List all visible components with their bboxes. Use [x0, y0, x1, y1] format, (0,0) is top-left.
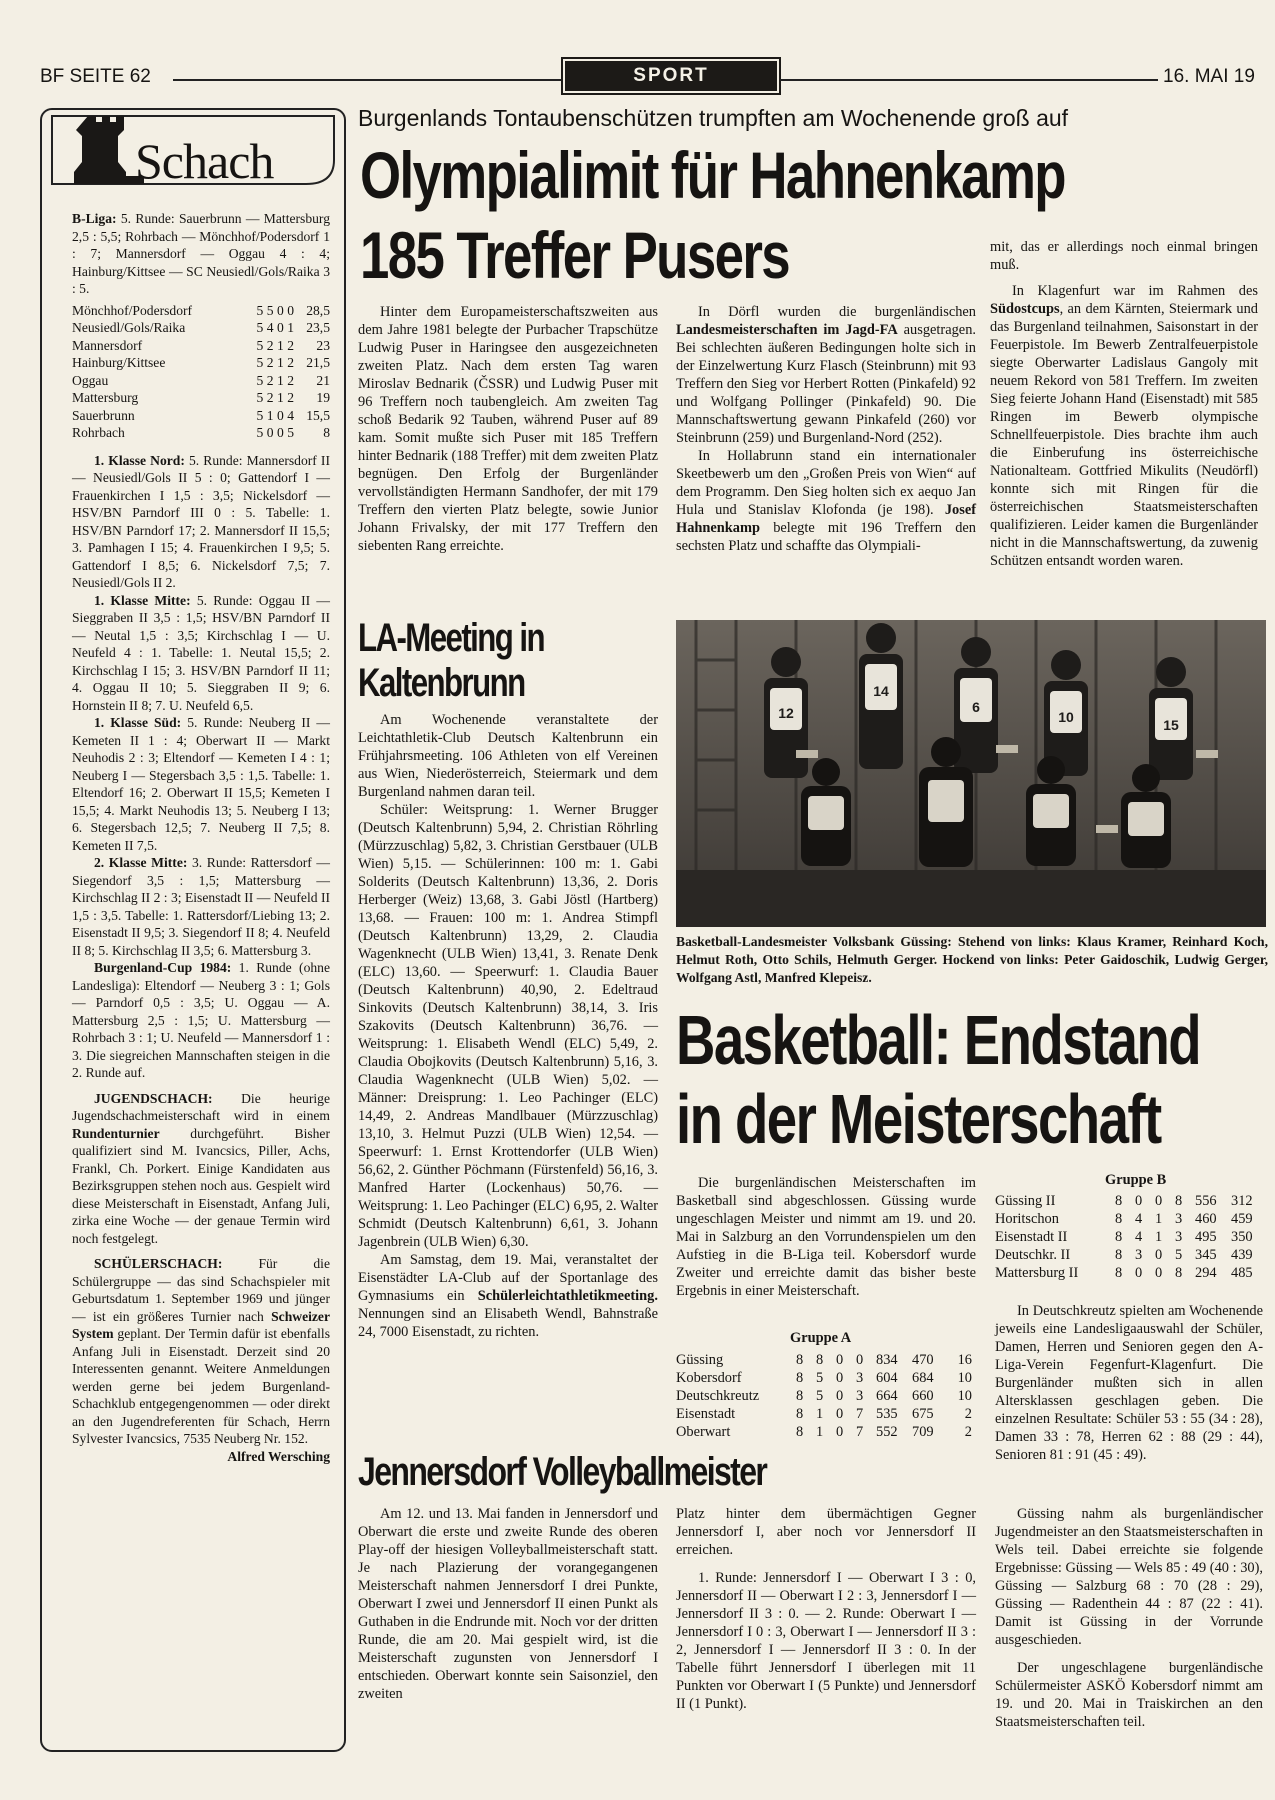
- shooting-bold: Landesmeisterschaften im Jagd-FA: [676, 322, 898, 338]
- la-outro-2: Nennungen sind an Elisabeth Wendl, Bahnstraße 24, 7000 Eisenstadt, zu richten.: [358, 1306, 658, 1340]
- jugend-text-2: durchgeführt. Bisher qualifiziert sind M. Ivancsics, Piller, Achs, Frankl, Ch. Porkert. Einige Kandidaten aus Bezirksgruppen stehen noch aus. Gespielt wird diese Meisterschaft in Eisenstadt, Anfang Juli, zirka eine Woche — der genaue Termin wird noch festgelegt.: [72, 1125, 330, 1246]
- b-liga-label: B-Liga:: [72, 211, 117, 226]
- shooting-paragraph: Hinter dem Europameisterschaftszweiten aus dem Jahre 1981 belegte der Purbacher Trapschütze Ludwig Puser in Haringsee den ausgezeichneten zweiten Platz. Nach dem ersten Tag waren Miroslav Bednarik (ČSSR) und Ludwig Puser mit 96 Treffern noch taubengleich. Am zweiten Tag schoß Bedarik 92 Tauben, während Puser auf 89 kam. Somit mußte sich Puser mit 185 Treffern hinter Bednarik (188 Treffer) mit dem zweiten Platz begnügen. Den Erfolg der Burgenländer vervollständigten Hermann Sandhofer, der mit 179 Treffern den vierten Platz belegte, sowie Junior Johann Frivalsky, der mit 177 Treffern den siebenten Rang erreichte.: [358, 304, 658, 554]
- chess-author: Alfred Wersching: [227, 1448, 330, 1464]
- photo-caption: Basketball-Landesmeister Volksbank Güssing: Stehend von links: Klaus Kramer, Reinhard Koch, Helmut Roth, Otto Schils, Helmuth Gerger. Hockend von links: Peter Gaidoschik, Ludwig Gerger, Wolfgang Astl, Manfred Klepeisz.: [676, 934, 1268, 985]
- basketball-headline-line-2: in der Meisterschaft: [676, 1080, 1161, 1158]
- shooting-column-1: [358, 303, 658, 555]
- shooting-text: In Dörfl wurden die burgenländischen: [698, 304, 976, 320]
- table-row: Deutschkreutz 8 5 0 3 664 660 10: [676, 1388, 972, 1404]
- chess-rook-icon: [74, 116, 144, 184]
- volleyball-headline: Jennersdorf Volleyballmeister: [358, 1450, 767, 1494]
- k2mitte-label: 2. Klasse Mitte:: [94, 855, 188, 870]
- k1sued-text: 5. Runde: Neuberg II — Kemeten II 1 : 4; Oberwart II — Markt Neuhodis 2 : 3; Eltendorf — Kemeten I 4 : 1; Neuberg I — Stegersbach 3,5 : 1,5. Tabelle: 1. Eltendorf 16; 2. Oberwart II 15,5; Kemeten I 15,5; 4. Markt Neuhodis 13; 5. Neuberg I 13; 6. Stegersbach 12,5; 7. Neuberg II 7,5; 8. Kemeten II 7,5.: [72, 715, 331, 853]
- shooting-column-3: [990, 238, 1258, 570]
- jugend-label: JUGENDSCHACH:: [94, 1090, 213, 1106]
- volleyball-column-1: [358, 1505, 658, 1703]
- la-column: [358, 711, 658, 1341]
- shooting-bold-3: Südostcups: [990, 301, 1060, 317]
- la-headline-line-2: Kaltenbrunn: [358, 661, 525, 705]
- la-outro-bold: Schülerleichtathletikmeeting.: [477, 1288, 658, 1304]
- table-row: Mattersburg II 8 0 0 8 294 485: [995, 1265, 1253, 1281]
- table-row: Güssing 8 8 0 0 834 470 16: [676, 1352, 972, 1368]
- k1nord-text: 5. Runde: Mannersdorf II — Neusiedl/Gols II 5 : 0; Gattendorf I — Frauenkirchen I 1,5 : 3,5; Nickelsdorf — HSV/BN Parndorf III 0 : 5. Tabelle: 1. HSV/BN Parndorf 17; 2. Mannersdorf II 15,5; 3. Pamhagen I 15; 4. Frauenkirchen I 9,5; 5. Gattendorf I 8,5; 6. Nickelsdorf 7,5; 7. Neusiedl/Gols II 2.: [72, 452, 330, 590]
- gruppe-a-table: [676, 1351, 972, 1441]
- volleyball-column-2: [676, 1505, 976, 1713]
- basketball-right-column: [995, 1302, 1263, 1464]
- jersey-number: 10: [1058, 709, 1074, 725]
- la-intro: Am Wochenende veranstaltete der Leichtathletik-Club Deutsch Kaltenbrunn ein Frühjahrsmeeting. 106 Athleten von elf Vereinen aus Wien, Niederösterreich, Steiermark und dem Burgenland nahmen daran teil.: [358, 712, 658, 800]
- b-liga-standings: [72, 302, 330, 442]
- shooting-text-6: In Klagenfurt war im Rahmen des: [1012, 283, 1258, 299]
- table-row: Güssing II 8 0 0 8 556 312: [995, 1193, 1253, 1209]
- volleyball-paragraph: Am 12. und 13. Mai fanden in Jennersdorf und Oberwart die erste und zweite Runde des oberen Play-off der hiesigen Volleyballmeisterschaft statt. Je nach Plazierung der vorangegangenen Meisterschaft nahmen Jennersdorf I drei Punkte, Oberwart I zwei und Jennersdorf II einen Punkt als Guthaben in die Endrunde mit. Noch vor der dritten Runde, die am 20. Mai gespielt wird, ist die Meisterschaft zugunsten von Jennersdorf I entschieden. Oberwart konnte sein Saisonziel, den zweiten: [358, 1506, 658, 1702]
- la-headline: LA-Meeting in: [358, 616, 544, 660]
- k1mitte-label: 1. Klasse Mitte:: [94, 592, 191, 608]
- table-row: Eisenstadt II 8 4 1 3 495 350: [995, 1229, 1253, 1245]
- team-photo: [676, 620, 1266, 927]
- table-row: Hainburg/Kittsee 5 2 1 2 21,5: [72, 355, 330, 370]
- table-row: Kobersdorf 8 5 0 3 604 684 10: [676, 1370, 972, 1386]
- basketball-paragraph: In Deutschkreutz spielten am Wochenende jeweils eine Landesligaauswahl der Schüler, Damen, Herren und Senioren gegen den A-Liga-Verein Fegenfurt-Klagenfurt. Die Burgenländer mußten sich in allen Altersklassen geschlagen geben. Die einzelnen Resultate: Schüler 53 : 55 (34 : 28), Damen 33 : 78, Herren 62 : 88 (29 : 44), Senioren 81 : 91 (45 : 49).: [995, 1303, 1263, 1463]
- table-row: Eisenstadt 8 1 0 7 535 675 2: [676, 1406, 972, 1422]
- table-row: Deutschkr. II 8 3 0 5 345 439: [995, 1247, 1253, 1263]
- la-outro: Am Samstag, dem 19. Mai, veranstaltet der Eisenstädter LA-Club auf der Sportanlage des Gymnasiums ein: [358, 1252, 658, 1304]
- main-headline: Olympialimit für Hahnenkamp: [360, 138, 1065, 212]
- volleyball-paragraph-2: Platz hinter dem übermächtigen Gegner Jennersdorf I, aber noch vor Jennersdorf II erreichen.: [676, 1506, 976, 1558]
- basketball-headline: Basketball: Endstand: [676, 1001, 1201, 1079]
- table-row: Horitschon 8 4 1 3 460 459: [995, 1211, 1253, 1227]
- table-row: Oggau 5 2 1 2 21: [72, 372, 330, 388]
- k1nord-label: 1. Klasse Nord:: [94, 452, 185, 468]
- basketball-intro: Die burgenländischen Meisterschaften im Basketball sind abgeschlossen. Güssing wurde ungeschlagen Meister und nimmt am 19. und 20. Mai in Salzburg an den Vorrundenspielen um den Aufstieg in die B-Liga teil. Kobersdorf wurde Zweiter und erreichte damit das bisher beste Ergebnis in einer Meisterschaft.: [676, 1175, 976, 1299]
- basketball-right-column-2: [995, 1505, 1263, 1731]
- table-row: Mannersdorf 5 2 1 2 23: [72, 337, 330, 353]
- shooting-text-4: belegte mit 196 Treffern den sechsten Platz und schaffte das Olympiali-: [676, 520, 976, 554]
- cup-text: 1. Runde (ohne Landesliga): Eltendorf — Neuberg 3 : 1; Gols — Parndorf 0,5 : 3,5; U. Oggau — A. Mattersburg 2,5 : 1,5; U. Mattersburg — Rohrbach 3 : 1; U. Neufeld — Mannersdorf 1 : 3. Die siegreichen Mannschaften steigen in die 2. Runde auf.: [72, 960, 330, 1080]
- jersey-number: 12: [778, 705, 794, 721]
- page-number: BF SEITE 62: [40, 66, 151, 87]
- la-results: Schüler: Weitsprung: 1. Werner Brugger (Deutsch Kaltenbrunn) 5,94, 2. Christian Röhrling (Mürzzuschlag) 5,82, 3. Christian Gerstbauer (ULB Wien) 5,15. — Schülerinnen: 100 m: 1. Gabi Solderits (Deutsch Kaltenbrunn) 13,36, 2. Doris Herberger (Weiz) 13,68, 3. Gabi Jöstl (Hartberg) 13,68. — Frauen: 100 m: 1. Andrea Stimpfl (Deutsch Kaltenbrunn) 13,29, 2. Claudia Wagenknecht (ULB Wien) 13,41, 3. Renate Denk (ELC) 13,60. — Speerwurf: 1. Claudia Bauer (Deutsch Kaltenbrunn) 40,90, 2. Edeltraud Sinkovits (Deutsch Kaltenbrunn) 38,14, 3. Iris Szakovits (Deutsch Kaltenbrunn) 36,76. — Weitsprung: 1. Elisabeth Wendl (ELC) 5,49, 2. Claudia Obojkovits (Deutsch Kaltenbrunn) 5,16, 3. Claudia Wagenknecht (ULB Wien) 5,02. — Männer: Dreisprung: 1. Leo Pachinger (ELC) 14,49, 2. Andreas Mandlbauer (Mürzzuschlag) 13,10, 3. Helmut Puzzi (ULB Wien) 12,54. — Speerwurf: 1. Ernst Krottendorfer (ULB Wien) 56,62, 2. Günther Pöchmann (Fürstenfeld) 56,16, 3. Manfred Harter (Lockenhaus) 50,76. — Weitsprung: 1. Leo Pachinger (ELC) 6,95, 2. Walter Schmidt (Deutsch Kaltenbrunn) 6,61, 3. Johann Jagenbrein (ULB Wien) 6,30.: [358, 802, 658, 1250]
- shooting-column-2: [676, 303, 976, 555]
- shooting-bold-2: Josef Hahnenkamp: [676, 502, 976, 536]
- cup-label: Burgenland-Cup 1984:: [94, 960, 232, 975]
- schueler-text: Für die Schülergruppe — das sind Schachspieler mit Geburtsdatum 1. September 1969 und jünger — ist ein größeres Turnier nach: [72, 1256, 330, 1324]
- gruppe-a-title: Gruppe A: [790, 1330, 852, 1346]
- table-row: Rohrbach 5 0 0 5 8: [72, 425, 330, 440]
- table-row: Sauerbrunn 5 1 0 4 15,5: [72, 407, 330, 423]
- basketball-column: [676, 1174, 976, 1300]
- basketball-paragraph-3: Der ungeschlagene burgenländische Schülermeister ASKÖ Kobersdorf nimmt am 19. und 20. Mai in Traiskirchen an den Staatsmeisterschaften teil.: [995, 1660, 1263, 1730]
- table-row: Mattersburg 5 2 1 2 19: [72, 390, 330, 405]
- b-liga-text: 5. Runde: Sauerbrunn — Mattersburg 2,5 : 5,5; Rohrbach — Mönchhof/Podersdorf 1 : 7; Mannersdorf — Oggau 4 : 4; Hainburg/Kittsee — SC Neusiedl/Gols/Raika 3 : 5.: [72, 211, 330, 296]
- jugend-text: Die heurige Jugendschachmeisterschaft wird in einem: [72, 1090, 330, 1123]
- volleyball-results: 1. Runde: Jennersdorf I — Oberwart I 3 : 0, Jennersdorf II — Oberwart I 2 : 3, Jennersdorf I — Jennersdorf II 3 : 0. — 2. Runde: Oberwart I — Jennersdorf I 0 : 3, Oberwart I — Jennersdorf II 3 : 2, Jennersdorf I — Jennersdorf II 3 : 0. In der Tabelle führt Jennersdorf I überlegen mit 11 Punkten vor Oberwart I (5 Punkte) und Jennersdorf II (1 Punkt).: [676, 1570, 976, 1712]
- shooting-text-7: , an dem Kärnten, Steiermark und das Burgenland teilnahmen, Saisonstart in der Feuerpistole. Im Bewerb Zentralfeuerpistole siegte Oberwarter Ladislaus Gangoly mit neuem Rekord von 581 Treffern. Im zweiten Sieg feierte Johann Hand (Eisenstadt) mit 585 Ringen im Bewerb olympische Schnellfeuerpistole. Dies brachte ihm auch die Einberufung ins österreichische Nationalteam. Gottfried Mikulits (Neudörfl) konnte sich mit Ringen für die österreichischen Staatsmeisterschaften qualifizieren. Leider kamen die Burgenländer nicht in die Mannschaftswertung, da zuwenig Schützen entsandt worden waren.: [990, 301, 1258, 569]
- jugend-bold: Rundenturnier: [72, 1125, 160, 1141]
- schueler-text-2: geplant. Der Termin dafür ist ebenfalls Anfang Juli in Eisenstadt. Derzeit sind 20 Interessenten genannt. Weitere Anmeldungen werden gerne bei jedem Burgenland-Schachklub entgegengenommen — oder direkt an den Jugendreferenten für Schach, Herrn Sylvester Ivancsics, 7535 Neuberg Nr. 152.: [72, 1326, 330, 1446]
- table-row: Neusiedl/Gols/Raika 5 4 0 1 23,5: [72, 320, 330, 335]
- issue-date: 16. MAI 19: [1163, 66, 1255, 87]
- chess-title: Schach: [135, 133, 274, 189]
- chess-results: [72, 210, 330, 1465]
- schueler-bold: Schweizer System: [72, 1308, 330, 1341]
- gruppe-b-table: [995, 1192, 1261, 1282]
- team-photo-image: [676, 620, 1266, 927]
- section-label: SPORT: [565, 61, 777, 91]
- k1sued-label: 1. Klasse Süd:: [94, 715, 182, 730]
- header-rule-right: [780, 79, 1158, 81]
- shooting-text-3: In Hollabrunn stand ein internationaler Skeetbewerb um den „Großen Preis von Wien“ auf dem Programm. Den Sieg holten sich ex aequo Jan Hula und Stanislav Klofonda (je 198).: [676, 448, 976, 518]
- jersey-number: 14: [873, 683, 889, 699]
- table-row: Mönchhof/Podersdorf 5 5 0 0 28,5: [72, 302, 330, 318]
- table-row: Oberwart 8 1 0 7 552 709 2: [676, 1424, 972, 1440]
- jersey-number: 15: [1163, 717, 1179, 733]
- header-rule-left: [173, 79, 563, 81]
- shooting-text-2: ausgetragen. Bei schlechten äußeren Bedingungen holte sich in der Einzelwertung Kurz Flasch (Steinbrunn) mit 93 Treffern den Sieg vor Herbert Rotten (Pinkafeld) 92 und Wolfgang Pollinger (Pinkafeld) 90. Die Mannschaftswertung gewann Pinkafeld (260) vor Steinbrunn (259) und Burgenland-Nord (252).: [676, 322, 976, 446]
- basketball-paragraph-2: Güssing nahm als burgenländischer Jugendmeister an den Staatsmeisterschaften in Wels teil. Dabei erreichte sie folgende Ergebnisse: Güssing — Wels 85 : 49 (40 : 30), Güssing — Salzburg 68 : 70 (28 : 29), Güssing — Radenthein 44 : 87 (22 : 41). Damit ist Güssing in der Vorrunde ausgeschieden.: [995, 1506, 1263, 1648]
- shooting-text-5: mit, das er allerdings noch einmal bringen muß.: [990, 239, 1258, 273]
- schueler-label: SCHÜLERSCHACH:: [94, 1256, 223, 1271]
- k1mitte-text: 5. Runde: Oggau II — Sieggraben II 3,5 : 1,5; HSV/BN Parndorf II — Neutal 1,5 : 3,5; Kirchschlag I — U. Neufeld 4 : 1. Tabelle: 1. Neutal 15,5; 2. Kirchschlag I 15; 3. HSV/BN Parndorf II 11; 4. Oggau II 10; 5. Sieggraben II 9; 6. Hornstein II 8; 7. U. Neufeld 6,5.: [72, 592, 330, 713]
- main-headline-line-2: 185 Treffer Pusers: [360, 218, 790, 292]
- gruppe-b-title: Gruppe B: [1105, 1172, 1167, 1188]
- jersey-number: 6: [972, 699, 980, 715]
- article-kicker: Burgenlands Tontaubenschützen trumpften am Wochenende groß auf: [358, 105, 1069, 131]
- k2mitte-text: 3. Runde: Rattersdorf — Siegendorf 3,5 : 1,5; Mattersburg — Kirchschlag II 2 : 3; Eisenstadt II — Neufeld II 1,5 : 3,5. Tabelle: 1. Rattersdorf/Liebing 13; 2. Eisenstadt II 9,5; 3. Siegendorf II 8; 4. Neufeld II 8; 5. Kirchschlag II 3,5; 6. Mattersburg 3.: [72, 855, 331, 958]
